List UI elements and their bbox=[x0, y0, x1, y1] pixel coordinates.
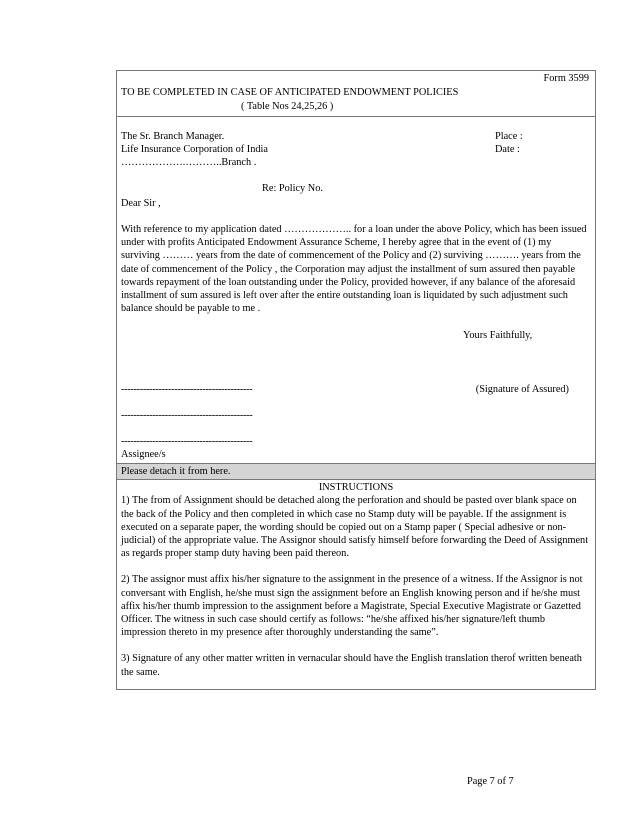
detach-notice: Please detach it from here. bbox=[121, 466, 231, 478]
form-header-section bbox=[117, 71, 595, 117]
instruction-item-2: 2) The assignor must affix his/her signature to the assignment in the presence of a witness. If the Assignor is not conversant with English, he/she must sign the assignment before an English knowing person and if he/she must affix his/her thumb impression to the assignment before a Magistrate, Special Executive Magistrate or Gazetted Officer. The witness in such case should certify as follows: “he/she affixed his/her signature/left thumb impression thereto in my presence after thoroughly understanding the same”. bbox=[121, 574, 583, 639]
page-number: Page 7 of 7 bbox=[467, 776, 514, 787]
branch-line: ……………….………..Branch . bbox=[121, 157, 257, 168]
addressee-line-1: The Sr. Branch Manager. bbox=[121, 131, 225, 142]
form-title: TO BE COMPLETED IN CASE OF ANTICIPATED ENDOWMENT POLICIES bbox=[121, 87, 459, 98]
signature-line-2: ------------------------------------------ bbox=[121, 410, 253, 422]
instruction-item-1: 1) The from of Assignment should be detached along the perforation and should be pasted over blank space on the back of the Policy and then completed in which case no Stamp duty will be payable. If the assignment is executed on a separate paper, the wording should be copied out on a Stamp paper ( Special adhesive or non-judicial) of the appropriate value. The Assignor should satisfy himself before forwarding the Deed of Assignment as regards proper stamp duty having been paid thereon. bbox=[121, 495, 589, 560]
policy-reference: Re: Policy No. bbox=[262, 183, 323, 194]
form-number: Form 3599 bbox=[543, 73, 589, 84]
letter-section bbox=[117, 117, 595, 464]
signature-line-assured: ------------------------------------------ bbox=[121, 384, 253, 396]
assignment-form bbox=[116, 70, 596, 690]
closing: Yours Faithfully, bbox=[463, 330, 533, 342]
instructions-section bbox=[117, 480, 595, 688]
signature-of-assured-label: (Signature of Assured) bbox=[475, 384, 569, 396]
instructions-title: INSTRUCTIONS bbox=[318, 482, 394, 494]
addressee-line-2: Life Insurance Corporation of India bbox=[121, 144, 268, 155]
date-label: Date : bbox=[495, 144, 520, 155]
place-label: Place : bbox=[495, 131, 523, 142]
letter-body: With reference to my application dated ……………….. for a loan under the above Policy, which has been issued under with profits Anticipated Endowment Assurance Scheme, I hereby agree that in the event of (1) my surviving ……… years from the date of commencement of the Policy and (2) surviving ………. years from the date of commencement of the Policy , the Corporation may adjust the installment of sum assured then payable towards repayment of the loan outstanding under the Policy, provided however, if any balance of the aforesaid installment of sum assured is left over after the entire outstanding loan is liquidated by such adjustment such balance should be payable to me . bbox=[121, 224, 587, 315]
instruction-item-3: 3) Signature of any other matter written in vernacular should have the English translation therof written beneath the same. bbox=[121, 653, 582, 678]
salutation: Dear Sir , bbox=[121, 198, 161, 209]
form-subtitle: ( Table Nos 24,25,26 ) bbox=[241, 101, 334, 112]
signature-line-3: ------------------------------------------ bbox=[121, 436, 253, 448]
assignee-label: Assignee/s bbox=[121, 449, 166, 461]
detach-notice-bar bbox=[117, 464, 595, 480]
